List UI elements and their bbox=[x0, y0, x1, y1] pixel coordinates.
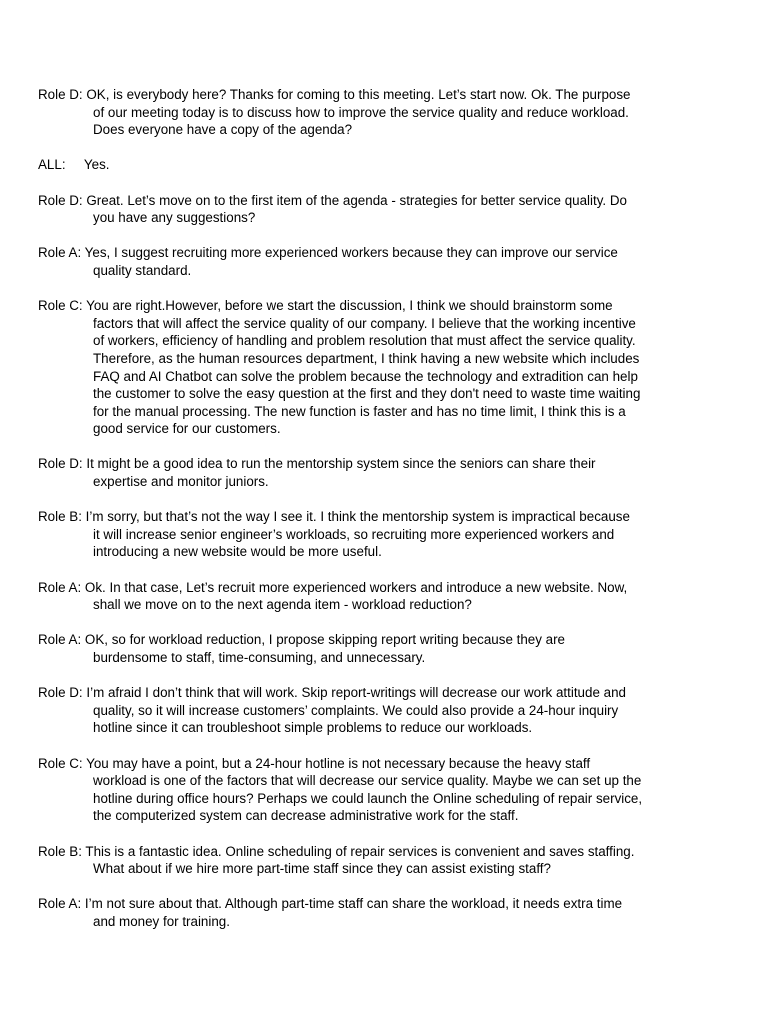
turn-continuation-line: shall we move on to the next agenda item - workload reduction? bbox=[93, 597, 472, 613]
utterance-text: Ok. In that case, Let’s recruit more experienced workers and introduce a new website. Now, bbox=[84, 579, 628, 595]
turn-continuation-line: the computerized system can decrease administrative work for the staff. bbox=[93, 808, 519, 824]
turn-continuation-line: and money for training. bbox=[93, 913, 230, 929]
speaker-label: Role A: bbox=[38, 245, 82, 261]
speaker-gap bbox=[66, 157, 84, 172]
turn-first-line bbox=[38, 156, 738, 174]
turn-continuation-line: workload is one of the factors that will decrease our service quality. Maybe we can set up the bbox=[93, 773, 642, 789]
speaker-label: Role D: bbox=[38, 685, 83, 701]
turn-first-line bbox=[38, 86, 738, 104]
utterance-text: This is a fantastic idea. Online scheduling of repair services is convenient and saves staffing. bbox=[85, 843, 635, 859]
turn-continuation-line: burdensome to staff, time-consuming, and unnecessary. bbox=[93, 650, 426, 665]
dialogue-turn bbox=[38, 684, 738, 737]
dialogue-turn bbox=[38, 86, 738, 139]
utterance-text: You may have a point, but a 24-hour hotline is not necessary because the heavy staff bbox=[86, 755, 591, 771]
turn-first-line bbox=[38, 192, 738, 210]
dialogue-turn bbox=[38, 156, 738, 174]
speaker-label: ALL: bbox=[38, 157, 66, 173]
turn-continuation-line: the customer to solve the easy question at the first and they don't need to waste time waiting bbox=[93, 386, 641, 402]
speaker-label: Role A: bbox=[38, 579, 82, 595]
speaker-label: Role D: bbox=[38, 456, 83, 472]
utterance-text: I’m not sure about that. Although part-time staff can share the workload, it needs extra time bbox=[84, 896, 623, 912]
utterance-text: Yes, I suggest recruiting more experienced workers because they can improve our service bbox=[84, 245, 618, 261]
turn-first-line bbox=[38, 684, 738, 702]
dialogue-turn bbox=[38, 297, 738, 438]
turn-first-line bbox=[38, 843, 738, 861]
speaker-label: Role A: bbox=[38, 632, 82, 648]
turn-continuation-line: it will increase senior engineer’s workloads, so recruiting more experienced workers and bbox=[93, 526, 615, 542]
utterance-text: I’m afraid I don’t think that will work. Skip report-writings will decrease our work attitude and bbox=[86, 685, 626, 701]
speaker-label: Role D: bbox=[38, 87, 83, 102]
utterance-text: I’m sorry, but that’s not the way I see it. I think the mentorship system is impractical because bbox=[85, 509, 630, 525]
turn-first-line bbox=[38, 297, 738, 315]
dialogue-turn bbox=[38, 508, 738, 561]
speaker-label: Role C: bbox=[38, 298, 83, 314]
turn-continuation-line: of workers, efficiency of handling and problem resolution that must affect the service quality. bbox=[93, 333, 636, 349]
utterance-text: Yes. bbox=[83, 157, 110, 173]
turn-first-line bbox=[38, 895, 738, 913]
utterance-text: It might be a good idea to run the mentorship system since the seniors can share their bbox=[86, 456, 596, 472]
turn-continuation-line: good service for our customers. bbox=[93, 421, 281, 437]
turn-first-line bbox=[38, 455, 738, 473]
dialogue-turn bbox=[38, 755, 738, 825]
turn-first-line bbox=[38, 244, 738, 262]
turn-first-line bbox=[38, 579, 738, 597]
turn-continuation-line: for the manual processing. The new function is faster and has no time limit, I think this is a bbox=[93, 403, 626, 419]
speaker-label: Role C: bbox=[38, 755, 83, 771]
speaker-label: Role A: bbox=[38, 896, 82, 912]
turn-first-line bbox=[38, 508, 738, 526]
turn-continuation-line: introducing a new website would be more useful. bbox=[93, 544, 382, 560]
dialogue-turn bbox=[38, 895, 738, 930]
dialogue-turn bbox=[38, 192, 738, 227]
turn-continuation-line: quality standard. bbox=[93, 262, 192, 278]
turn-first-line bbox=[38, 631, 738, 649]
turn-continuation-line: quality, so it will increase customers’ complaints. We could also provide a 24-hour inquiry bbox=[93, 702, 619, 718]
turn-continuation-line: factors that will affect the service quality of our company. I believe that the working incentive bbox=[93, 315, 636, 331]
dialogue-turn bbox=[38, 455, 738, 490]
dialogue-turn bbox=[38, 843, 738, 878]
turn-continuation-line: hotline since it can troubleshoot simple problems to reduce our workloads. bbox=[93, 720, 533, 736]
utterance-text: OK, so for workload reduction, I propose skipping report writing because they are bbox=[84, 632, 566, 648]
speaker-label: Role B: bbox=[38, 843, 82, 859]
meeting-transcript bbox=[38, 86, 738, 948]
turn-continuation-line: What about if we hire more part-time staff since they can assist existing staff? bbox=[93, 861, 551, 877]
dialogue-turn bbox=[38, 579, 738, 614]
speaker-label: Role B: bbox=[38, 509, 82, 525]
turn-continuation-line: Therefore, as the human resources department, I think having a new website which includes bbox=[93, 350, 640, 366]
utterance-text: OK, is everybody here? Thanks for coming to this meeting. Let’s start now. Ok. The purpose bbox=[86, 87, 631, 102]
speaker-label: Role D: bbox=[38, 192, 83, 208]
dialogue-turn bbox=[38, 631, 738, 666]
turn-continuation-line: you have any suggestions? bbox=[93, 210, 256, 226]
utterance-text: You are right.However, before we start the discussion, I think we should brainstorm some bbox=[86, 298, 613, 314]
dialogue-turn bbox=[38, 244, 738, 279]
turn-continuation-line: expertise and monitor juniors. bbox=[93, 474, 269, 490]
turn-continuation-line: FAQ and AI Chatbot can solve the problem because the technology and extradition can help bbox=[93, 368, 638, 384]
turn-continuation-line: hotline during office hours? Perhaps we could launch the Online scheduling of repair service, bbox=[93, 790, 643, 806]
utterance-text: Great. Let’s move on to the first item of the agenda - strategies for better service quality. Do bbox=[86, 192, 627, 208]
turn-continuation-line: of our meeting today is to discuss how to improve the service quality and reduce workload. bbox=[93, 104, 629, 120]
turn-continuation-line: Does everyone have a copy of the agenda? bbox=[93, 122, 353, 138]
turn-first-line bbox=[38, 755, 738, 773]
